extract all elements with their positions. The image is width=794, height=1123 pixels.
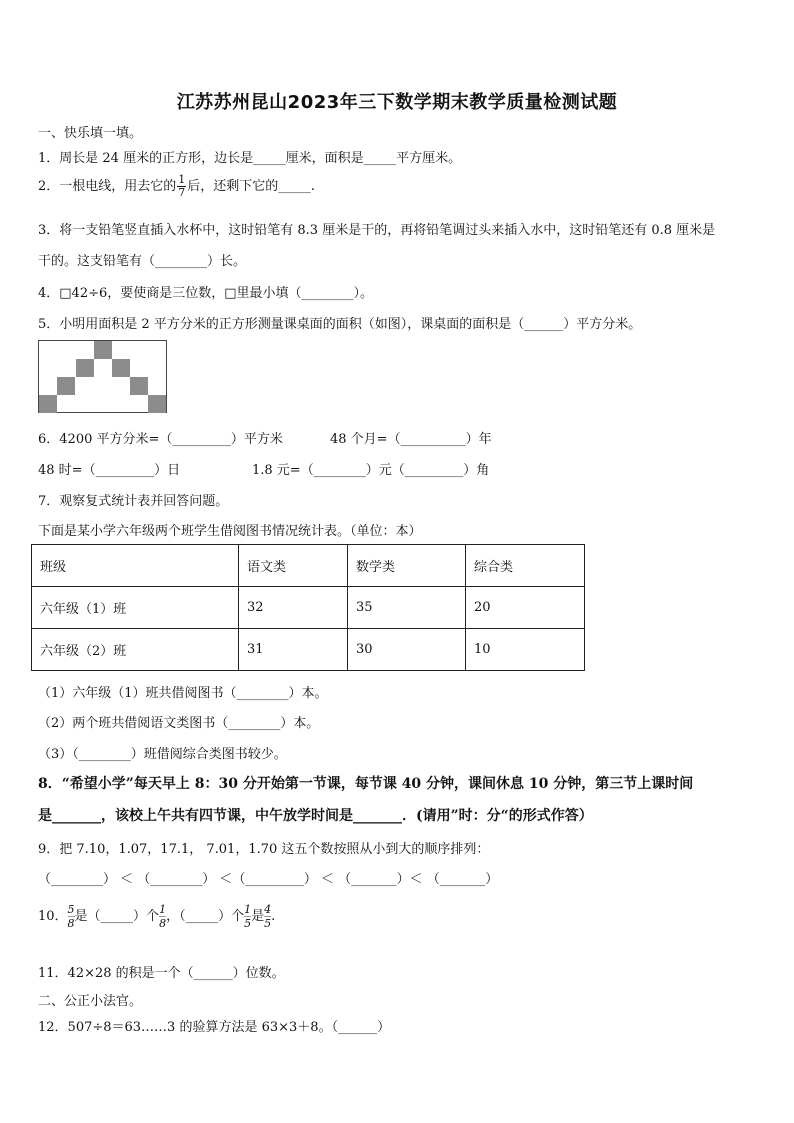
question-2-pre: 2．一根电线，用去它的 [38, 179, 177, 194]
question-7: 7．观察复式统计表并回答问题。 [38, 494, 229, 509]
grid-square [39, 395, 57, 413]
question-6-c: 48 时=（_________）日 [38, 463, 181, 478]
grid-square [94, 341, 112, 359]
grid-square [148, 395, 166, 413]
question-3-line-2: 干的。这支铅笔有（________）长。 [38, 254, 247, 269]
fraction-denominator: 8 [67, 917, 75, 930]
fraction-numerator: 1 [159, 903, 167, 916]
question-7-2: （2）两个班共借阅语文类图书（________）本。 [38, 716, 320, 731]
table-cell: 六年级（2）班 [32, 629, 239, 671]
table-cell: 20 [466, 587, 585, 629]
table-cell: 35 [348, 587, 466, 629]
fraction-denominator: 5 [264, 917, 272, 930]
question-5: 5．小明用面积是 2 平方分米的正方形测量课桌面的面积（如图），课桌面的面积是（______）平方分米。 [38, 317, 642, 332]
question-10-text-4: . [271, 909, 276, 924]
question-12: 12．507÷8＝63……3 的验算方法是 63×3＋8。（______） [38, 1020, 391, 1035]
fraction-5-8 [68, 903, 75, 930]
question-10-text-3: 是 [251, 909, 265, 924]
question-9-answer-blanks: （________） ＜ （________） ＜（_________） ＜ （_______）＜ （_______） [38, 872, 499, 887]
question-11: 11．42×28 的积是一个（______）位数。 [38, 966, 285, 981]
section-heading-1: 一、快乐填一填。 [38, 126, 143, 141]
table-row [32, 629, 585, 671]
table-header-cell: 语文类 [239, 545, 348, 587]
table-cell: 10 [466, 629, 585, 671]
grid-square [130, 377, 148, 395]
table-cell: 31 [239, 629, 348, 671]
question-1: 1．周长是 24 厘米的正方形，边长是_____厘米，面积是_____平方厘米。 [38, 151, 462, 166]
question-8-line-1: 8．“希望小学”每天早上 8：30 分开始第一节课，每节课 40 分钟，课间休息 10 分钟，第三节上课时间 [38, 776, 694, 792]
question-10 [38, 903, 275, 930]
question-10-number: 10． [38, 909, 68, 924]
grid-square [112, 359, 130, 377]
question-6-a: 6．4200 平方分米=（_________）平方米 [38, 432, 283, 447]
question-2-fraction [177, 174, 186, 199]
question-6-b: 48 个月=（__________）年 [330, 432, 492, 447]
grid-square [76, 359, 94, 377]
question-6-d: 1.8 元=（________）元（_________）角 [252, 463, 490, 478]
fraction-denominator: 7 [178, 186, 186, 199]
table-cell: 六年级（1）班 [32, 587, 239, 629]
table-row [32, 587, 585, 629]
question-7-1: （1）六年级（1）班共借阅图书（________）本。 [38, 686, 328, 701]
table-cell: 30 [348, 629, 466, 671]
section-heading-2: 二、公正小法官。 [38, 994, 143, 1009]
question-7-caption: 下面是某小学六年级两个班学生借阅图书情况统计表。（单位：本） [38, 524, 422, 539]
table-header-cell: 数学类 [348, 545, 466, 587]
table-header-cell: 班级 [32, 545, 239, 587]
fraction-numerator: 1 [244, 903, 252, 916]
question-4: 4．□42÷6，要使商是三位数，□里最小填（________）。 [38, 286, 374, 301]
question-9: 9．把 7.10，1.07，17.1， 7.01，1.70 这五个数按照从小到大的顺序排列： [38, 842, 490, 857]
question-10-text-2: ，（_____）个 [166, 909, 245, 924]
table-header-row [32, 545, 585, 587]
fraction-numerator: 4 [264, 903, 272, 916]
question-3-line-1: 3．将一支铅笔竖直插入水杯中，这时铅笔有 8.3 厘米是干的，再将铅笔调过头来插入水中，这时铅笔还有 0.8 厘米是 [38, 223, 716, 238]
question-8-line-2: 是_______，该校上午共有四节课，中午放学时间是_______．(请用”时：分“的形式作答） [38, 808, 593, 824]
question-10-text-1: 是（_____）个 [74, 909, 160, 924]
page-title: 江苏苏州昆山2023年三下数学期末教学质量检测试题 [176, 92, 618, 113]
borrowing-stats-table [31, 544, 585, 671]
fraction-denominator: 5 [244, 917, 252, 930]
table-cell: 32 [239, 587, 348, 629]
fraction-1-8 [159, 903, 166, 930]
question-2-post: 后，还剩下它的_____. [187, 179, 315, 194]
question-7-3: （3）（________）班借阅综合类图书较少。 [38, 747, 287, 762]
question-2 [38, 174, 315, 199]
fraction-denominator: 8 [159, 917, 167, 930]
desk-grid-figure [38, 340, 167, 413]
fraction-numerator: 1 [178, 173, 186, 186]
grid-square [57, 377, 75, 395]
table-header-cell: 综合类 [466, 545, 585, 587]
fraction-numerator: 5 [67, 903, 75, 916]
